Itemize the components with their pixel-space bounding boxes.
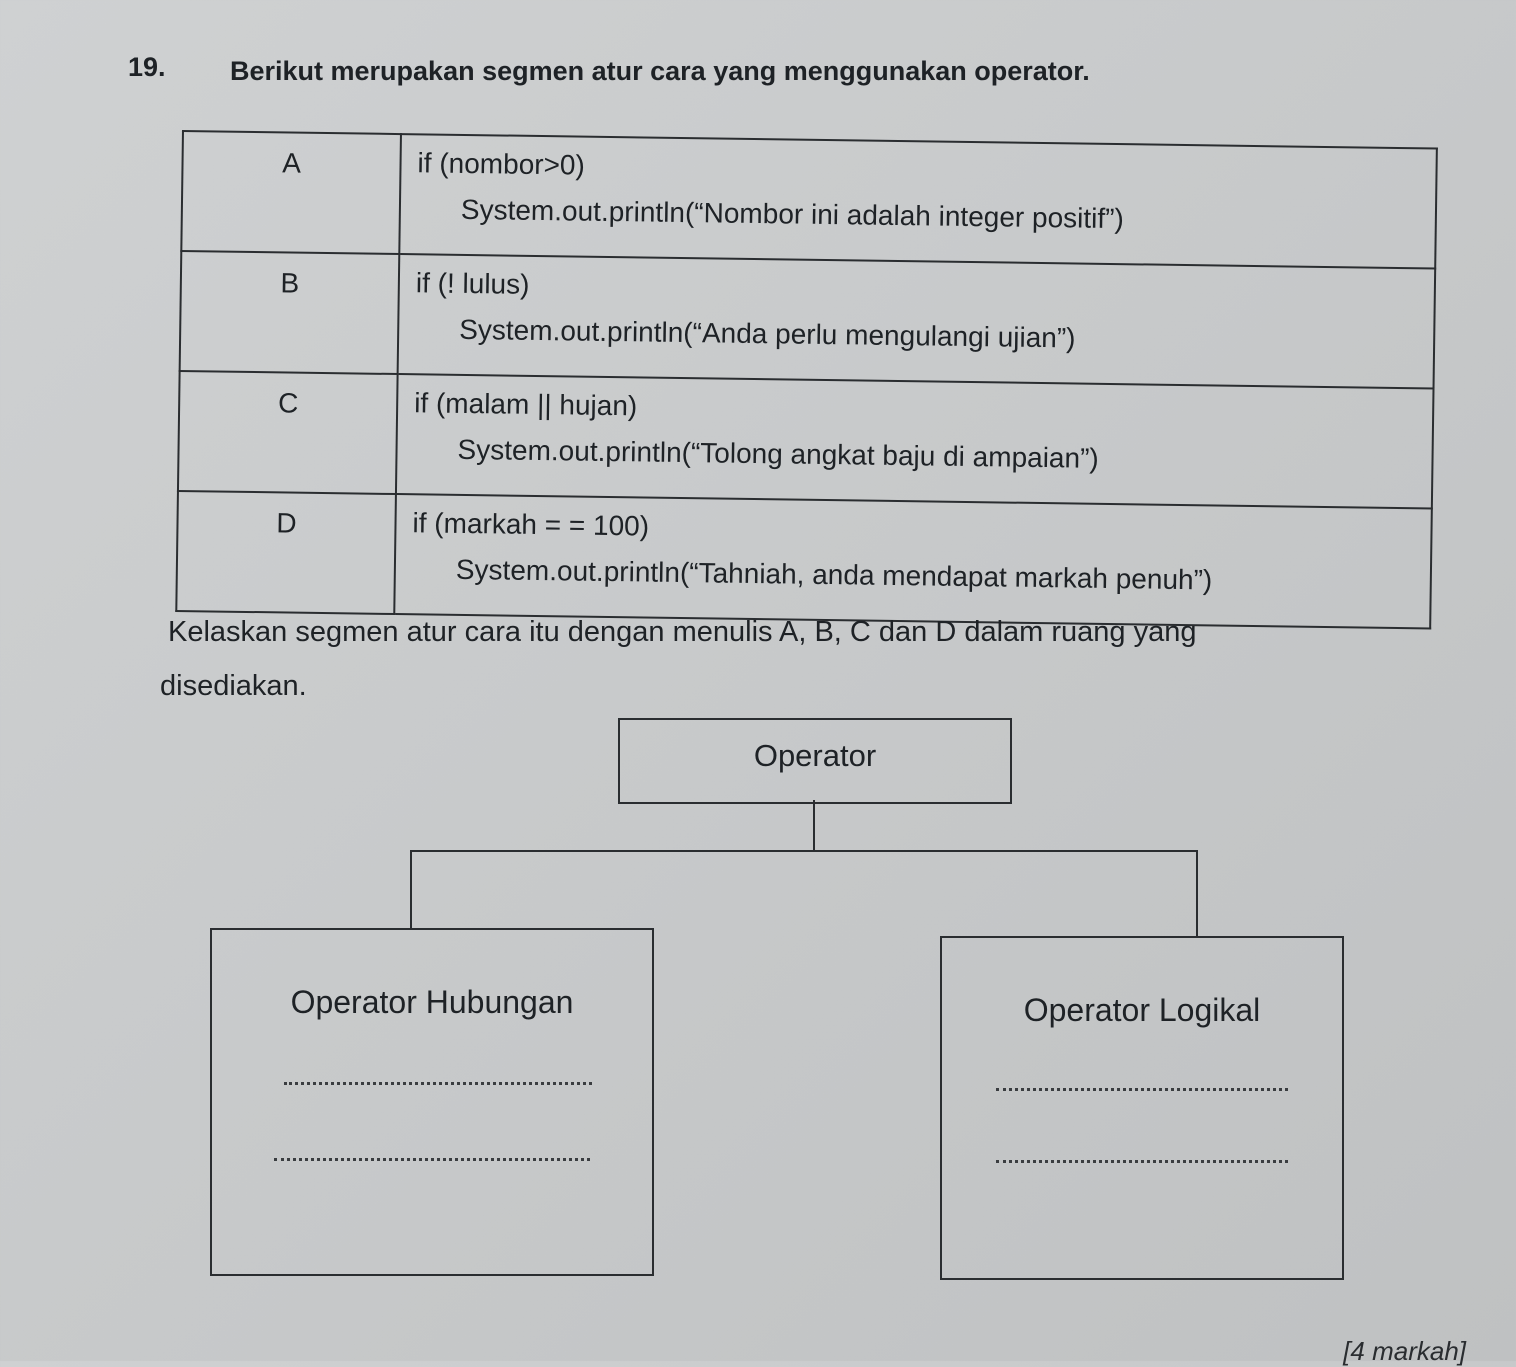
- code-line: if (markah = = 100): [412, 507, 650, 542]
- segment-code: [399, 134, 1437, 268]
- segment-table: [175, 130, 1438, 629]
- segment-label: D: [176, 491, 396, 614]
- segment-code: [394, 494, 1432, 628]
- code-line: System.out.println(“Tahniah, anda mendapat markah penuh”): [455, 553, 1213, 596]
- table-row: [178, 371, 1434, 508]
- table-row: [181, 131, 1437, 268]
- answer-blank[interactable]: [274, 1158, 590, 1161]
- answer-blank[interactable]: [996, 1088, 1288, 1091]
- instruction-line: Kelaskan segmen atur cara itu dengan menulis A, B, C dan D dalam ruang yang: [168, 616, 1197, 648]
- connector-line: [410, 850, 1198, 852]
- code-line: if (nombor>0): [417, 147, 586, 181]
- code-line: System.out.println(“Nombor ini adalah integer positif”): [460, 193, 1125, 235]
- question-text: Berikut merupakan segmen atur cara yang menggunakan operator.: [230, 56, 1090, 86]
- relational-operator-box: [210, 928, 654, 1276]
- segment-label: B: [180, 251, 400, 374]
- segment-label: A: [181, 131, 401, 254]
- connector-line: [1196, 850, 1198, 938]
- table-row: [176, 491, 1432, 628]
- segment-label: C: [178, 371, 398, 494]
- logical-operator-box: [940, 936, 1344, 1280]
- segment-code: [398, 254, 1436, 388]
- question-number: 19.: [128, 52, 166, 82]
- answer-blank[interactable]: [284, 1082, 592, 1085]
- code-line: System.out.println(“Anda perlu mengulangi ujian”): [459, 313, 1076, 354]
- answer-blank[interactable]: [996, 1160, 1288, 1163]
- code-line: if (malam || hujan): [413, 387, 638, 422]
- segment-code: [396, 374, 1434, 508]
- instruction-line: disediakan.: [160, 670, 307, 702]
- table-row: [180, 251, 1436, 388]
- code-line: if (! lulus): [415, 267, 530, 300]
- connector-line: [410, 850, 412, 930]
- relational-operator-title: Operator Hubungan: [290, 984, 574, 1020]
- marks-label: [4 markah]: [1343, 1336, 1466, 1366]
- operator-root-box: Operator: [618, 718, 1012, 804]
- logical-operator-title: Operator Logikal: [1023, 992, 1261, 1028]
- connector-line: [813, 800, 815, 852]
- code-line: System.out.println(“Tolong angkat baju di ampaian”): [457, 433, 1099, 474]
